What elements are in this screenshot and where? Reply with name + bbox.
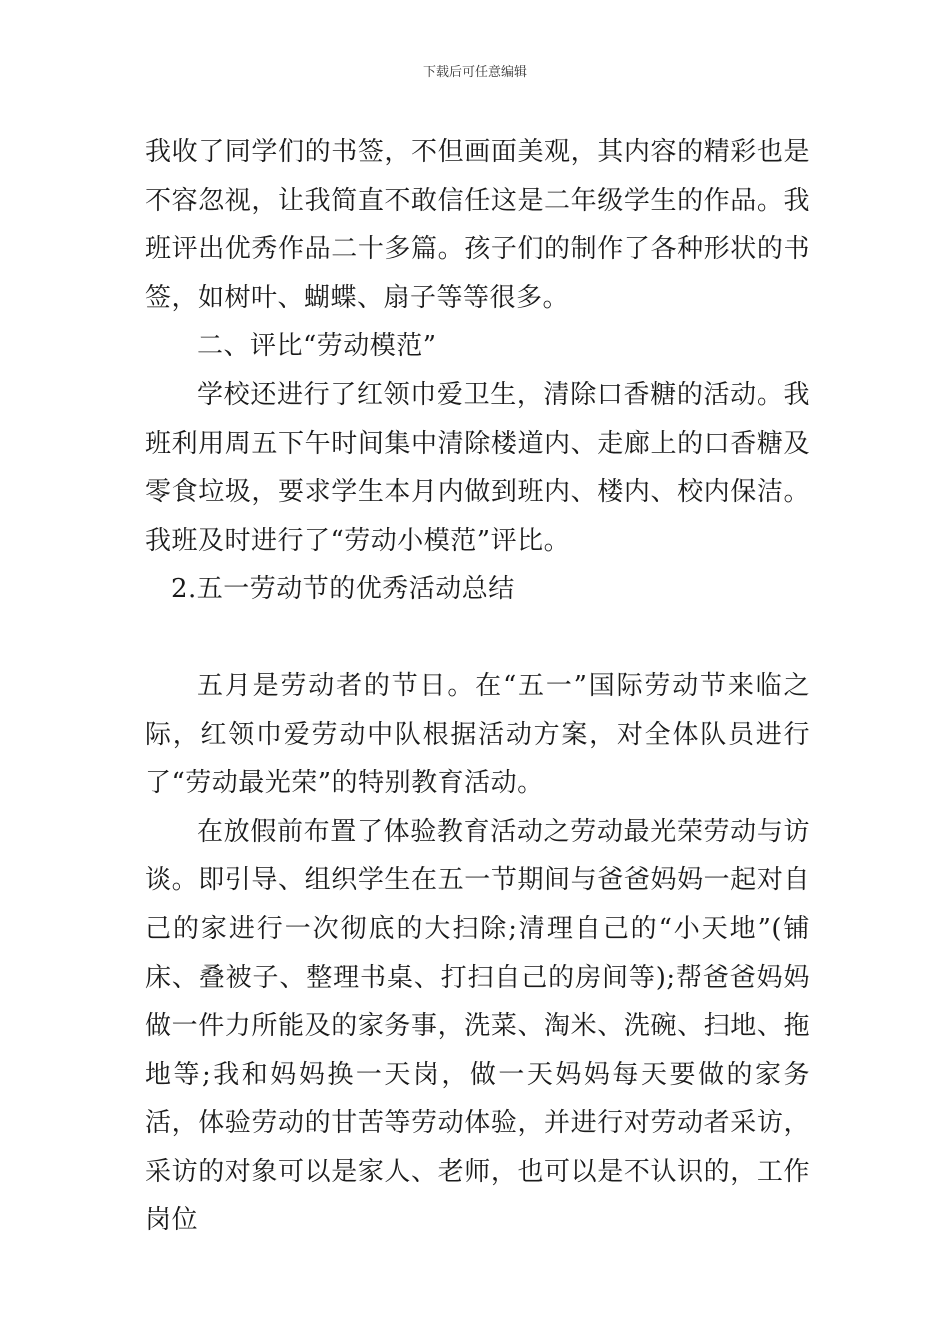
subheading-labor-model: 二、评比“劳动模范” [197, 331, 437, 362]
paragraph-activity-details: 在放假前布置了体验教育活动之劳动最光荣劳动与访谈。即引导、组织学生在五一节期间与爸爸妈妈一起对自己的家进行一次彻底的大扫除;清理自己的“小天地”(铺床、叠被子、整理书桌、打扫自己的房间等);帮爸爸妈妈做一件力所能及的家务事，洗菜、淘米、洗碗、扫地、拖地等;我和妈妈换一天岗，做一天妈妈每天要做的家务活，体验劳动的甘苦等劳动体验，并进行对劳动者采访，采访的对象可以是家人、老师，也可以是不认识的，工作岗位 [145, 816, 810, 1236]
section-title: 2.五一劳动节的优秀活动总结 [171, 574, 515, 605]
document-body [145, 128, 810, 1245]
paragraph-may-day-intro: 五月是劳动者的节日。在“五一”国际劳动节来临之际，红领巾爱劳动中队根据活动方案，对全体队员进行了“劳动最光荣”的特别教育活动。 [145, 670, 810, 799]
paragraph-bookmarks: 我收了同学们的书签，不但画面美观，其内容的精彩也是不容忽视，让我简直不敢信任这是二年级学生的作品。我班评出优秀作品二十多篇。孩子们的制作了各种形状的书签，如树叶、蝴蝶、扇子等等很多。 [145, 137, 810, 313]
paragraph-gum-cleanup: 学校还进行了红领巾爱卫生，清除口香糖的活动。我班利用周五下午时间集中清除楼道内、走廊上的口香糖及零食垃圾，要求学生本月内做到班内、楼内、校内保洁。我班及时进行了“劳动小模范”评比。 [145, 379, 810, 556]
page-header: 下载后可任意编辑 [422, 65, 527, 80]
spacer [145, 614, 810, 662]
